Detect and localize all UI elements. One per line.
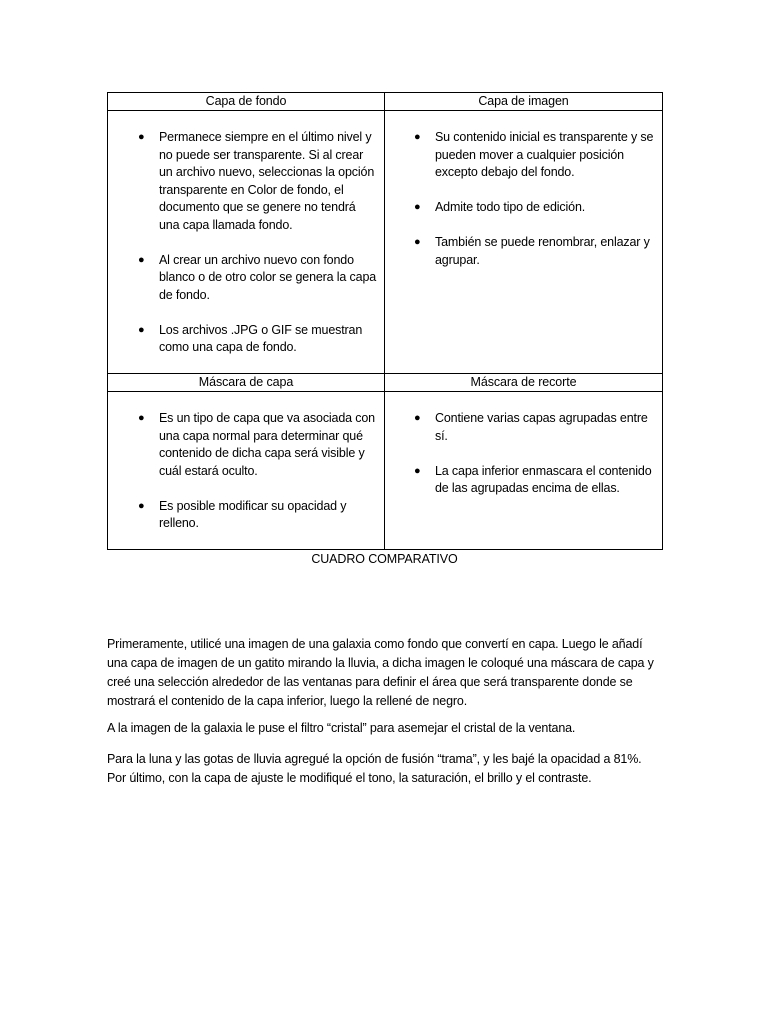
header-capa-de-imagen: Capa de imagen — [385, 93, 663, 111]
paragraph-3: Para la luna y las gotas de lluvia agregué la opción de fusión “trama”, y les bajé la opacidad a 81%. Por último, con la capa de ajuste le modifiqué el tono, la saturación, el brillo y el contraste. — [107, 752, 642, 785]
bullet-icon: ● — [414, 464, 421, 477]
cell-mascara-de-recorte — [385, 392, 663, 550]
cell-mascara-de-capa — [108, 392, 385, 550]
table-caption: CUADRO COMPARATIVO — [311, 552, 458, 566]
paragraph-2: A la imagen de la galaxia le puse el filtro “cristal” para asemejar el cristal de la ventana. — [107, 721, 576, 735]
list-item: ● Los archivos .JPG o GIF se muestran como una capa de fondo. — [138, 322, 363, 354]
list-item: ● Permanece siempre en el último nivel y no puede ser transparente. Si al crear un archivo nuevo, seleccionas la opción transparente en Color de fondo, el documento que se genere no tendrá una capa llamada fondo. — [138, 130, 375, 232]
list-mascara-de-capa — [138, 410, 378, 533]
table-row-bottom — [108, 392, 663, 550]
list-item: ● Es posible modificar su opacidad y relleno. — [138, 498, 347, 530]
table-header-row-bottom — [108, 374, 663, 392]
list-item: ● La capa inferior enmascara el contenido de las agrupadas encima de ellas. — [414, 463, 652, 495]
list-item: ● Es un tipo de capa que va asociada con una capa normal para determinar qué contenido de dicha capa será visible y cuál estará oculto. — [138, 411, 375, 478]
bullet-icon: ● — [138, 253, 145, 266]
list-capa-de-imagen — [414, 129, 656, 269]
comparison-table — [107, 92, 663, 550]
bullet-icon: ● — [414, 236, 421, 248]
header-mascara-de-capa: Máscara de capa — [108, 374, 385, 392]
list-item: ● Admite todo tipo de edición. — [435, 199, 656, 217]
bullet-icon: ● — [138, 499, 145, 512]
header-mascara-de-recorte: Máscara de recorte — [385, 374, 663, 392]
cell-capa-de-fondo — [108, 111, 385, 374]
list-item: ● Su contenido inicial es transparente y se pueden mover a cualquier posición excepto debajo del fondo. — [414, 130, 654, 179]
list-mascara-de-recorte — [414, 410, 656, 498]
bullet-icon: ● — [138, 412, 145, 424]
bullet-icon: ● — [414, 412, 421, 424]
cell-capa-de-imagen — [385, 111, 663, 374]
bullet-icon: ● — [414, 131, 421, 143]
list-item: ● Al crear un archivo nuevo con fondo blanco o de otro color se genera la capa de fondo. — [138, 252, 377, 302]
bullet-icon: ● — [138, 323, 145, 336]
table-row-top — [108, 111, 663, 374]
header-capa-de-fondo: Capa de fondo — [108, 93, 385, 111]
bullet-icon: ● — [138, 131, 145, 143]
paragraph-1: Primeramente, utilicé una imagen de una galaxia como fondo que convertí en capa. Luego le añadí una capa de imagen de un gatito mirando la lluvia, a dicha imagen le coloqué una máscara de capa y creé una selección alrededor de las ventanas para definir el área que será transparente donde se mostrará el contenido de la capa inferior, luego la rellené de negro. — [107, 637, 654, 708]
list-item: ● Contiene varias capas agrupadas entre sí. — [414, 411, 648, 443]
list-capa-de-fondo — [138, 129, 378, 357]
bullet-icon: ● — [414, 201, 421, 213]
table-header-row-top — [108, 93, 663, 111]
list-item: ● También se puede renombrar, enlazar y agrupar. — [414, 235, 650, 267]
